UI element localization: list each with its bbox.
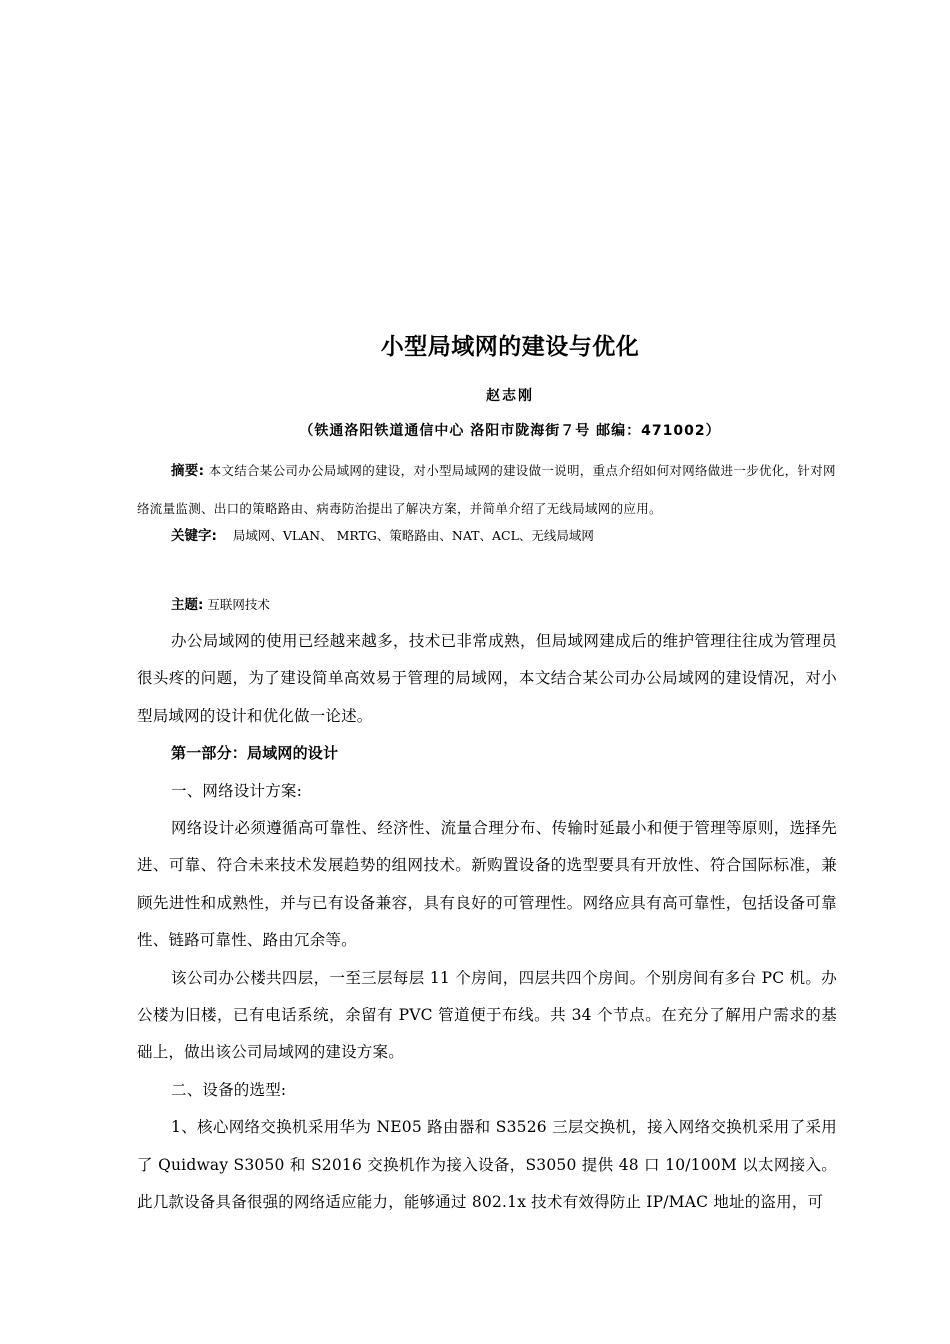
paragraph-intro: 办公局域网的使用已经越来越多，技术已非常成熟，但局域网建成后的维护管理往往成为管理员很头疼的问题，为了建设简单高效易于管理的局域网，本文结合某公司办公局域网的建设情况，对小型局域网的设计和优化做一论述。 [137, 632, 837, 725]
abstract-label: 摘要: [171, 463, 205, 479]
section-heading-part-one: 第一部分：局域网的设计 [171, 744, 339, 763]
paragraph-equipment-core: 1、核心网络交换机采用华为 NE05 路由器和 S3526 三层交换机，接入网络交换机采用了采用了 Quidway S3050 和 S2016 交换机作为接入设备，S3050 提供 48 口 10/100M 以太网接入。此几款设备具备很强的网络适应能力，能够通过 802.1x 技术有效得防止 IP/MAC 地址的盗用，可 [137, 1118, 837, 1212]
body-text [137, 623, 837, 1222]
topic [171, 593, 270, 617]
abstract [137, 452, 837, 528]
keywords-label: 关键字: [171, 528, 217, 544]
keywords [171, 524, 851, 548]
keywords-text: 局域网、VLAN、 MRTG、策略路由、NAT、ACL、无线局域网 [232, 528, 594, 543]
subsection-heading-equipment: 二、设备的选型: [171, 1080, 287, 1099]
paragraph-design-principles: 网络设计必须遵循高可靠性、经济性、流量合理分布、传输时延最小和便于管理等原则，选择先进、可靠、符合未来技术发展趋势的组网技术。新购置设备的选型要具有开放性、符合国际标准，兼顾先进性和成熟性，并与已有设备兼容，具有良好的可管理性。网络应具有高可靠性，包括设备可靠性、链路可靠性、路由冗余等。 [137, 819, 837, 950]
author-affiliation: （铁通洛阳铁道通信中心 洛阳市陇海街７号 邮编：471002） [299, 423, 721, 439]
abstract-text: 本文结合某公司办公局域网的建设，对小型局域网的建设做一说明，重点介绍如何对网络做进一步优化，针对网络流量监测、出口的策略路由、病毒防治提出了解决方案，并简单介绍了无线局域网的应用。 [137, 463, 836, 516]
subsection-heading-network-design: 一、网络设计方案: [171, 781, 303, 800]
topic-text: 互联网技术 [207, 597, 270, 612]
author-name: 赵志刚 [486, 388, 534, 404]
document-title: 小型局域网的建设与优化 [380, 334, 640, 360]
paragraph-building-info: 该公司办公楼共四层，一至三层每层 11 个房间，四层共四个房间。个别房间有多台 PC 机。办公楼为旧楼，已有电话系统，余留有 PVC 管道便于布线。共 34 个节点。在充分了解用户需求的基础上，做出该公司局域网的建设方案。 [137, 968, 837, 1062]
topic-label: 主题: [171, 597, 204, 613]
